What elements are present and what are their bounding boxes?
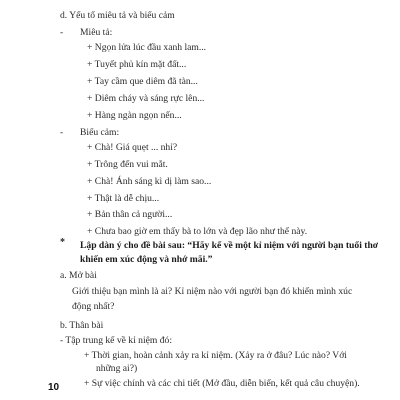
mieu-ta-item: + Hàng ngàn ngọn nến... bbox=[87, 110, 182, 121]
bieu-cam-item: + Chà! Giá quẹt ... nhỉ? bbox=[87, 142, 178, 153]
mo-bai-heading: a. Mở bài bbox=[60, 270, 97, 281]
bieu-cam-item: + Thật là dễ chịu... bbox=[87, 193, 160, 204]
bieu-cam-item: + Trông đến vui mắt. bbox=[87, 159, 168, 170]
task-text-line-1: Lập dàn ý cho đề bài sau: “Hãy kể về một kỉ niệm với người bạn tuổi thơ bbox=[80, 240, 379, 251]
bieu-cam-item: + Chà! Ánh sáng kì dị làm sao... bbox=[87, 176, 212, 187]
than-bai-item-line-1: + Sự việc chính và các chi tiết (Mở đầu, diễn biến, kết quả câu chuyện). bbox=[84, 378, 360, 389]
mieu-ta-dash: - bbox=[60, 27, 64, 38]
bieu-cam-label: Biểu cảm: bbox=[80, 127, 120, 138]
bieu-cam-dash: - bbox=[60, 127, 64, 138]
mo-bai-text-line-1: Giới thiệu bạn mình là ai? Kỉ niệm nào với người bạn đó khiến mình xúc bbox=[72, 286, 353, 297]
than-bai-item-line-1: + Thời gian, hoàn cảnh xảy ra kỉ niệm. (Xảy ra ở đâu? Lúc nào? Với bbox=[84, 350, 347, 361]
section-d-heading: d. Yếu tố miêu tả và biểu cảm bbox=[60, 10, 175, 21]
mieu-ta-item: + Diêm cháy và sáng rực lên... bbox=[87, 93, 205, 104]
bieu-cam-item: + Chưa bao giờ em thấy bà to lớn và đẹp lão như thế này. bbox=[87, 226, 308, 237]
mieu-ta-label: Miêu tả: bbox=[80, 27, 113, 38]
bieu-cam-item: + Bản thân cả người... bbox=[87, 209, 173, 220]
than-bai-item-line-2: những ai?) bbox=[96, 363, 138, 374]
task-bullet: * bbox=[60, 237, 65, 248]
mieu-ta-item: + Ngọn lửa lúc đầu xanh lam... bbox=[87, 42, 207, 53]
mieu-ta-item: + Tay cầm que diêm đã tàn... bbox=[87, 76, 198, 87]
task-text-line-2: khiến em xúc động và nhớ mãi.” bbox=[80, 254, 213, 265]
mieu-ta-item: + Tuyết phủ kín mặt đất... bbox=[87, 59, 187, 70]
page-number: 10 bbox=[48, 382, 60, 393]
than-bai-intro: - Tập trung kể về kỉ niệm đó: bbox=[60, 335, 172, 346]
than-bai-heading: b. Thân bài bbox=[60, 320, 104, 331]
mo-bai-text-line-2: động nhất? bbox=[72, 301, 115, 312]
